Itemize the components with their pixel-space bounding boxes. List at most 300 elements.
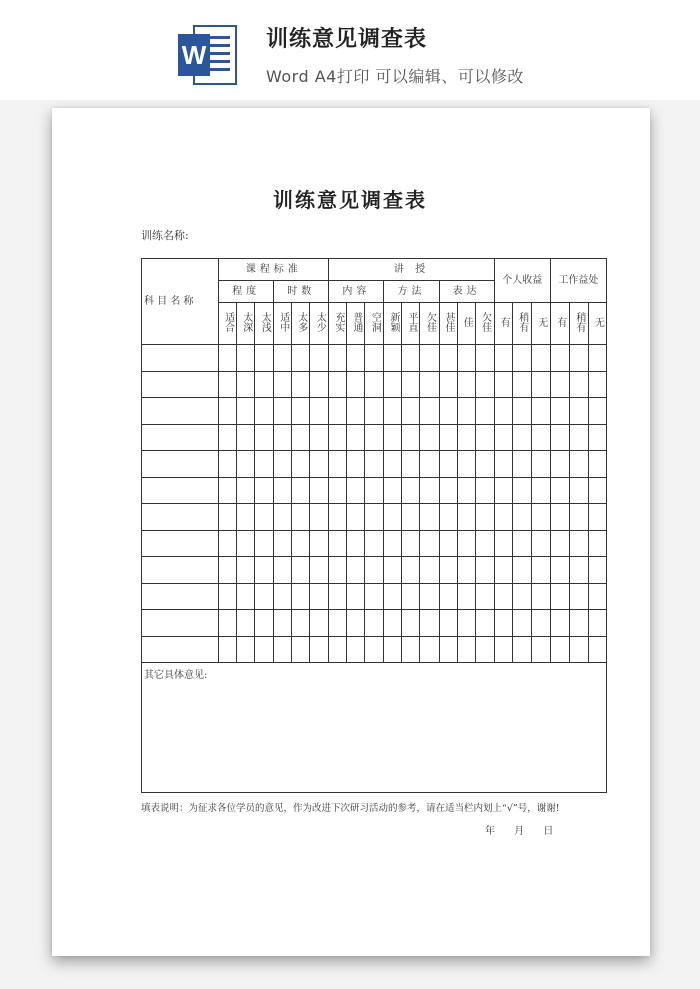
rating-cell[interactable] (420, 583, 439, 610)
rating-cell[interactable] (274, 530, 292, 557)
rating-cell[interactable] (420, 530, 439, 557)
rating-cell[interactable] (384, 424, 402, 451)
rating-cell[interactable] (494, 504, 512, 531)
column-header: 适中 (274, 303, 292, 345)
rating-cell[interactable] (365, 371, 384, 398)
table-row (142, 371, 607, 398)
rating-cell[interactable] (292, 398, 310, 425)
word-icon-letter: W (181, 40, 207, 70)
rating-cell[interactable] (347, 477, 365, 504)
rating-cell[interactable] (420, 610, 439, 637)
rating-cell[interactable] (457, 557, 475, 584)
rating-cell[interactable] (439, 371, 457, 398)
rating-cell[interactable] (365, 477, 384, 504)
rating-cell[interactable] (292, 610, 310, 637)
rating-cell[interactable] (512, 424, 531, 451)
rating-cell[interactable] (219, 504, 237, 531)
subject-name-cell[interactable] (142, 451, 219, 478)
rating-cell[interactable] (292, 345, 310, 372)
rating-cell[interactable] (402, 371, 420, 398)
table-row (142, 583, 607, 610)
rating-cell[interactable] (255, 451, 274, 478)
rating-cell[interactable] (365, 504, 384, 531)
rating-cell[interactable] (402, 345, 420, 372)
rating-cell[interactable] (237, 398, 255, 425)
rating-cell[interactable] (237, 424, 255, 451)
column-header: 适合 (219, 303, 237, 345)
column-header: 新颖 (384, 303, 402, 345)
rating-cell[interactable] (531, 583, 550, 610)
rating-cell[interactable] (494, 557, 512, 584)
rating-cell[interactable] (569, 610, 588, 637)
rating-cell[interactable] (292, 636, 310, 663)
rating-cell[interactable] (588, 371, 606, 398)
rating-cell[interactable] (475, 557, 494, 584)
rating-cell[interactable] (420, 451, 439, 478)
rating-cell[interactable] (512, 530, 531, 557)
header-banner (0, 0, 700, 100)
rating-cell[interactable] (237, 345, 255, 372)
rating-cell[interactable] (588, 451, 606, 478)
rating-cell[interactable] (347, 504, 365, 531)
rating-cell[interactable] (329, 583, 347, 610)
rating-cell[interactable] (292, 504, 310, 531)
rating-cell[interactable] (475, 530, 494, 557)
rating-cell[interactable] (219, 583, 237, 610)
rating-cell[interactable] (569, 557, 588, 584)
rating-cell[interactable] (329, 557, 347, 584)
rating-cell[interactable] (219, 398, 237, 425)
rating-cell[interactable] (402, 504, 420, 531)
rating-cell[interactable] (402, 636, 420, 663)
rating-cell[interactable] (512, 451, 531, 478)
rating-cell[interactable] (588, 610, 606, 637)
rating-cell[interactable] (292, 371, 310, 398)
subject-name-cell[interactable] (142, 371, 219, 398)
rating-cell[interactable] (365, 636, 384, 663)
rating-cell[interactable] (274, 610, 292, 637)
rating-cell[interactable] (274, 477, 292, 504)
rating-cell[interactable] (475, 477, 494, 504)
rating-cell[interactable] (512, 345, 531, 372)
rating-cell[interactable] (347, 557, 365, 584)
rating-cell[interactable] (219, 530, 237, 557)
rating-cell[interactable] (569, 371, 588, 398)
rating-cell[interactable] (255, 504, 274, 531)
rating-cell[interactable] (494, 424, 512, 451)
rating-cell[interactable] (274, 451, 292, 478)
subject-name-cell[interactable] (142, 398, 219, 425)
banner-title: 训练意见调查表 (266, 27, 428, 52)
rating-cell[interactable] (237, 477, 255, 504)
rating-cell[interactable] (402, 424, 420, 451)
table-row (142, 477, 607, 504)
survey-table (141, 258, 607, 663)
rating-cell[interactable] (494, 477, 512, 504)
rating-cell[interactable] (531, 424, 550, 451)
rating-cell[interactable] (420, 424, 439, 451)
subject-name-cell[interactable] (142, 504, 219, 531)
rating-cell[interactable] (550, 424, 569, 451)
rating-cell[interactable] (310, 636, 329, 663)
rating-cell[interactable] (457, 610, 475, 637)
rating-cell[interactable] (457, 451, 475, 478)
rating-cell[interactable] (457, 345, 475, 372)
rating-cell[interactable] (329, 371, 347, 398)
rating-cell[interactable] (237, 636, 255, 663)
rating-cell[interactable] (310, 477, 329, 504)
rating-cell[interactable] (292, 583, 310, 610)
rating-cell[interactable] (588, 345, 606, 372)
rating-cell[interactable] (475, 451, 494, 478)
rating-cell[interactable] (550, 583, 569, 610)
rating-cell[interactable] (512, 557, 531, 584)
rating-cell[interactable] (365, 610, 384, 637)
subject-name-cell[interactable] (142, 477, 219, 504)
subject-name-cell[interactable] (142, 424, 219, 451)
rating-cell[interactable] (457, 504, 475, 531)
rating-cell[interactable] (569, 451, 588, 478)
rating-cell[interactable] (384, 636, 402, 663)
rating-cell[interactable] (457, 424, 475, 451)
column-header: 欠佳 (475, 303, 494, 345)
rating-cell[interactable] (512, 610, 531, 637)
rating-cell[interactable] (237, 451, 255, 478)
rating-cell[interactable] (569, 398, 588, 425)
rating-cell[interactable] (255, 424, 274, 451)
rating-cell[interactable] (550, 504, 569, 531)
rating-cell[interactable] (420, 371, 439, 398)
rating-cell[interactable] (347, 398, 365, 425)
rating-cell[interactable] (237, 371, 255, 398)
header-lecture: 讲 授 (329, 259, 494, 281)
rating-cell[interactable] (569, 504, 588, 531)
rating-cell[interactable] (219, 345, 237, 372)
rating-cell[interactable] (457, 530, 475, 557)
rating-cell[interactable] (512, 504, 531, 531)
rating-cell[interactable] (494, 371, 512, 398)
rating-cell[interactable] (457, 398, 475, 425)
rating-cell[interactable] (347, 610, 365, 637)
remarks-box[interactable] (141, 662, 607, 793)
rating-cell[interactable] (292, 477, 310, 504)
rating-cell[interactable] (310, 504, 329, 531)
rating-cell[interactable] (457, 636, 475, 663)
rating-cell[interactable] (550, 371, 569, 398)
rating-cell[interactable] (384, 451, 402, 478)
column-header: 平直 (402, 303, 420, 345)
rating-cell[interactable] (329, 398, 347, 425)
rating-cell[interactable] (512, 583, 531, 610)
rating-cell[interactable] (219, 636, 237, 663)
rating-cell[interactable] (475, 424, 494, 451)
rating-cell[interactable] (255, 583, 274, 610)
table-row (142, 451, 607, 478)
rating-cell[interactable] (292, 557, 310, 584)
header-work-benefit: 工作益处 (550, 259, 606, 303)
rating-cell[interactable] (255, 530, 274, 557)
rating-cell[interactable] (402, 610, 420, 637)
rating-cell[interactable] (531, 451, 550, 478)
rating-cell[interactable] (274, 345, 292, 372)
rating-cell[interactable] (531, 636, 550, 663)
rating-cell[interactable] (439, 557, 457, 584)
rating-cell[interactable] (365, 530, 384, 557)
subject-name-cell[interactable] (142, 636, 219, 663)
rating-cell[interactable] (550, 530, 569, 557)
column-header: 空洞 (365, 303, 384, 345)
rating-cell[interactable] (402, 583, 420, 610)
rating-cell[interactable] (531, 530, 550, 557)
rating-cell[interactable] (588, 504, 606, 531)
rating-cell[interactable] (347, 371, 365, 398)
rating-cell[interactable] (512, 477, 531, 504)
rating-cell[interactable] (384, 345, 402, 372)
rating-cell[interactable] (420, 636, 439, 663)
rating-cell[interactable] (310, 557, 329, 584)
rating-cell[interactable] (347, 451, 365, 478)
rating-cell[interactable] (512, 371, 531, 398)
subject-name-header: 科 目 名 称 (142, 259, 219, 345)
rating-cell[interactable] (512, 636, 531, 663)
rating-cell[interactable] (550, 451, 569, 478)
rating-cell[interactable] (494, 583, 512, 610)
rating-cell[interactable] (310, 345, 329, 372)
rating-cell[interactable] (292, 424, 310, 451)
rating-cell[interactable] (237, 557, 255, 584)
rating-cell[interactable] (457, 583, 475, 610)
rating-cell[interactable] (255, 557, 274, 584)
rating-cell[interactable] (365, 451, 384, 478)
rating-cell[interactable] (439, 477, 457, 504)
rating-cell[interactable] (365, 424, 384, 451)
rating-cell[interactable] (237, 530, 255, 557)
rating-cell[interactable] (531, 477, 550, 504)
rating-cell[interactable] (457, 371, 475, 398)
remarks-label: 其它具体意见: (144, 670, 208, 681)
rating-cell[interactable] (402, 398, 420, 425)
rating-cell[interactable] (347, 636, 365, 663)
rating-cell[interactable] (550, 398, 569, 425)
rating-cell[interactable] (494, 451, 512, 478)
rating-cell[interactable] (402, 451, 420, 478)
rating-cell[interactable] (402, 477, 420, 504)
rating-cell[interactable] (292, 530, 310, 557)
rating-cell[interactable] (569, 345, 588, 372)
rating-cell[interactable] (329, 424, 347, 451)
rating-cell[interactable] (310, 424, 329, 451)
rating-cell[interactable] (569, 583, 588, 610)
rating-cell[interactable] (384, 504, 402, 531)
rating-cell[interactable] (475, 345, 494, 372)
rating-cell[interactable] (420, 504, 439, 531)
rating-cell[interactable] (384, 610, 402, 637)
rating-cell[interactable] (255, 371, 274, 398)
rating-cell[interactable] (384, 477, 402, 504)
rating-cell[interactable] (310, 583, 329, 610)
rating-cell[interactable] (475, 636, 494, 663)
rating-cell[interactable] (329, 451, 347, 478)
column-header: 无 (588, 303, 606, 345)
rating-cell[interactable] (365, 557, 384, 584)
rating-cell[interactable] (588, 530, 606, 557)
rating-cell[interactable] (274, 504, 292, 531)
column-header: 太浅 (255, 303, 274, 345)
rating-cell[interactable] (237, 504, 255, 531)
rating-cell[interactable] (439, 504, 457, 531)
rating-cell[interactable] (310, 451, 329, 478)
rating-cell[interactable] (588, 636, 606, 663)
rating-cell[interactable] (420, 345, 439, 372)
rating-cell[interactable] (420, 398, 439, 425)
subject-name-cell[interactable] (142, 557, 219, 584)
subheader-content: 内容 (329, 281, 384, 303)
rating-cell[interactable] (531, 557, 550, 584)
rating-cell[interactable] (588, 557, 606, 584)
rating-cell[interactable] (494, 636, 512, 663)
rating-cell[interactable] (439, 451, 457, 478)
rating-cell[interactable] (329, 530, 347, 557)
rating-cell[interactable] (531, 504, 550, 531)
rating-cell[interactable] (475, 398, 494, 425)
rating-cell[interactable] (255, 398, 274, 425)
rating-cell[interactable] (219, 557, 237, 584)
rating-cell[interactable] (274, 636, 292, 663)
rating-cell[interactable] (420, 477, 439, 504)
rating-cell[interactable] (329, 477, 347, 504)
rating-cell[interactable] (402, 530, 420, 557)
rating-cell[interactable] (550, 477, 569, 504)
rating-cell[interactable] (219, 451, 237, 478)
rating-cell[interactable] (365, 583, 384, 610)
rating-cell[interactable] (237, 610, 255, 637)
rating-cell[interactable] (219, 610, 237, 637)
rating-cell[interactable] (274, 424, 292, 451)
rating-cell[interactable] (494, 345, 512, 372)
rating-cell[interactable] (439, 424, 457, 451)
subject-name-cell[interactable] (142, 610, 219, 637)
rating-cell[interactable] (569, 636, 588, 663)
rating-cell[interactable] (531, 398, 550, 425)
rating-cell[interactable] (494, 530, 512, 557)
rating-cell[interactable] (274, 398, 292, 425)
rating-cell[interactable] (475, 583, 494, 610)
rating-cell[interactable] (550, 345, 569, 372)
rating-cell[interactable] (531, 610, 550, 637)
rating-cell[interactable] (255, 477, 274, 504)
column-header: 无 (531, 303, 550, 345)
rating-cell[interactable] (439, 583, 457, 610)
document-title: 训练意见调查表 (273, 188, 427, 212)
rating-cell[interactable] (494, 610, 512, 637)
table-row (142, 504, 607, 531)
banner-subtitle: Word A4打印 可以编辑、可以修改 (266, 67, 524, 86)
rating-cell[interactable] (255, 345, 274, 372)
rating-cell[interactable] (588, 583, 606, 610)
rating-cell[interactable] (347, 424, 365, 451)
rating-cell[interactable] (274, 583, 292, 610)
rating-cell[interactable] (365, 398, 384, 425)
date-line: 年 月 日 (485, 826, 554, 837)
rating-cell[interactable] (310, 371, 329, 398)
subject-name-cell[interactable] (142, 583, 219, 610)
rating-cell[interactable] (329, 610, 347, 637)
rating-cell[interactable] (531, 371, 550, 398)
rating-cell[interactable] (475, 504, 494, 531)
header-course-standard: 课程标准 (219, 259, 329, 281)
rating-cell[interactable] (420, 557, 439, 584)
rating-cell[interactable] (439, 610, 457, 637)
rating-cell[interactable] (310, 530, 329, 557)
rating-cell[interactable] (384, 398, 402, 425)
rating-cell[interactable] (569, 477, 588, 504)
rating-cell[interactable] (329, 636, 347, 663)
rating-cell[interactable] (384, 530, 402, 557)
rating-cell[interactable] (531, 345, 550, 372)
column-header: 普通 (347, 303, 365, 345)
rating-cell[interactable] (588, 477, 606, 504)
rating-cell[interactable] (365, 345, 384, 372)
rating-cell[interactable] (274, 557, 292, 584)
column-header: 稍有 (512, 303, 531, 345)
rating-cell[interactable] (439, 636, 457, 663)
rating-cell[interactable] (292, 451, 310, 478)
rating-cell[interactable] (347, 345, 365, 372)
rating-cell[interactable] (512, 398, 531, 425)
rating-cell[interactable] (550, 610, 569, 637)
survey-rows (142, 345, 607, 663)
rating-cell[interactable] (219, 371, 237, 398)
subject-name-cell[interactable] (142, 345, 219, 372)
rating-cell[interactable] (310, 610, 329, 637)
rating-cell[interactable] (439, 530, 457, 557)
rating-cell[interactable] (569, 424, 588, 451)
rating-cell[interactable] (457, 477, 475, 504)
rating-cell[interactable] (255, 636, 274, 663)
rating-cell[interactable] (550, 636, 569, 663)
rating-cell[interactable] (310, 398, 329, 425)
rating-cell[interactable] (274, 371, 292, 398)
rating-cell[interactable] (384, 371, 402, 398)
rating-cell[interactable] (329, 504, 347, 531)
column-header: 有 (550, 303, 569, 345)
rating-cell[interactable] (384, 583, 402, 610)
rating-cell[interactable] (384, 557, 402, 584)
rating-cell[interactable] (347, 530, 365, 557)
rating-cell[interactable] (219, 477, 237, 504)
table-row (142, 398, 607, 425)
rating-cell[interactable] (347, 583, 365, 610)
rating-cell[interactable] (237, 583, 255, 610)
rating-cell[interactable] (439, 345, 457, 372)
rating-cell[interactable] (255, 610, 274, 637)
rating-cell[interactable] (550, 557, 569, 584)
subject-name-cell[interactable] (142, 530, 219, 557)
rating-cell[interactable] (439, 398, 457, 425)
rating-cell[interactable] (402, 557, 420, 584)
rating-cell[interactable] (219, 424, 237, 451)
rating-cell[interactable] (475, 371, 494, 398)
rating-cell[interactable] (588, 424, 606, 451)
instruction-note: 填表说明：为征求各位学员的意见，作为改进下次研习活动的参考，请在适当栏内划上“√”号，谢谢! (141, 803, 560, 814)
rating-cell[interactable] (494, 398, 512, 425)
table-row (142, 610, 607, 637)
table-row (142, 424, 607, 451)
rating-cell[interactable] (329, 345, 347, 372)
rating-cell[interactable] (588, 398, 606, 425)
rating-cell[interactable] (569, 530, 588, 557)
rating-cell[interactable] (475, 610, 494, 637)
